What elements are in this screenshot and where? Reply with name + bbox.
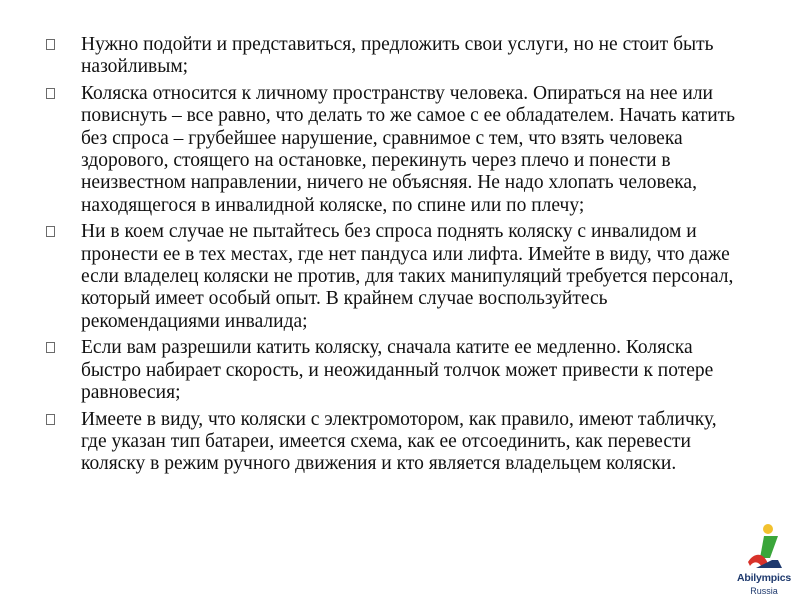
bullet-item (46, 409, 746, 476)
bullet-text: Ни в коем случае не пытайтесь без спроса поднять коляску с инвалидом и пронести ее в тех местах, где нет пандуса или лифта. Имейте в виду, что даже если владелец коляски не против, для таких манипуляций требуется персонал, который имеет особый опыт. В крайнем случае воспользуйтесь рекомендациями инвалида; (81, 221, 734, 332)
bullet-marker-icon (46, 342, 55, 353)
bullet-marker-icon (46, 39, 55, 50)
logo-country: Russia (750, 586, 778, 596)
abilympics-logo-icon (742, 522, 786, 572)
bullet-text: Имеете в виду, что коляски с электромотором, как правило, имеют табличку, где указан тип батареи, имеется схема, как ее отсоединить, как перевести коляску в режим ручного движения и кто является владельцем коляски. (81, 408, 717, 475)
bullet-item (46, 83, 746, 217)
bullet-text: Нужно подойти и представиться, предложить свои услуги, но не стоит быть назойливым; (81, 34, 714, 78)
bullet-item (46, 221, 746, 333)
abilympics-logo (728, 522, 800, 600)
bullet-text: Если вам разрешили катить коляску, сначала катите ее медленно. Коляска быстро набирает скорость, и неожиданный толчок может привести к потере равновесия; (81, 337, 714, 404)
bullet-marker-icon (46, 88, 55, 99)
bullet-marker-icon (46, 414, 55, 425)
logo-name: Abilympics (736, 572, 792, 584)
bullet-item (46, 337, 746, 404)
bullet-list (46, 34, 746, 480)
bullet-text: Коляска относится к личному пространству человека. Опираться на нее или повиснуть – все равно, что делать то же самое с ее обладателем. Начать катить без спроса – грубейшее нарушение, сравнимое с тем, что взять человека здорового, стоящего на остановке, перекинуть через плечо и понести в неизвестном направлении, ничего не объясняя. Не надо хлопать человека, находящегося в инвалидной коляске, по спине или по плечу; (81, 82, 736, 216)
bullet-marker-icon (46, 226, 55, 237)
bullet-item (46, 34, 746, 79)
